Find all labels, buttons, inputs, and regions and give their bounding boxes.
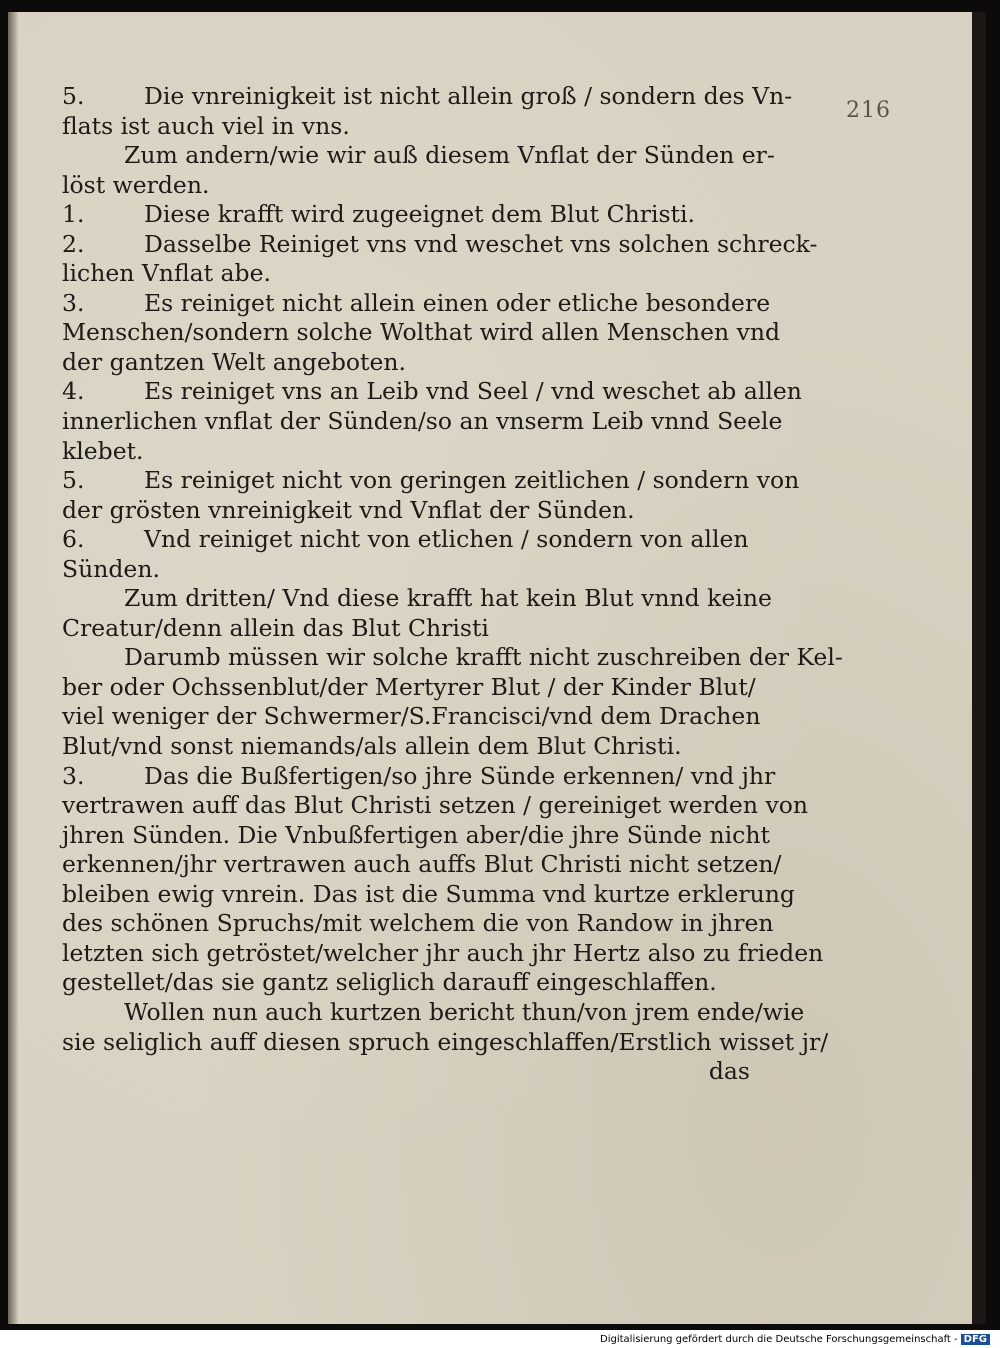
text-line bbox=[62, 584, 772, 614]
line-text: letzten sich getröstet/welcher jhr auch jhr Hertz also zu frieden bbox=[62, 938, 824, 967]
line-text: Wollen nun auch kurtzen bericht thun/von jrem ende/wie bbox=[124, 997, 805, 1026]
line-text: löst werden. bbox=[62, 170, 210, 199]
line-text: Zum dritten/ Vnd diese krafft hat kein Blut vnnd keine bbox=[124, 584, 772, 613]
line-text: gestellet/das sie gantz seliglich darauff eingeschlaffen. bbox=[62, 968, 717, 997]
catchword: das bbox=[708, 1057, 750, 1086]
item-number: 5. bbox=[62, 82, 85, 110]
line-text: Vnd reiniget nicht von etlichen / sondern von allen bbox=[144, 525, 749, 554]
text-line bbox=[62, 466, 800, 496]
line-text: klebet. bbox=[62, 436, 144, 465]
line-text: Darumb müssen wir solche krafft nicht zuschreiben der Kel- bbox=[124, 643, 843, 672]
text-line bbox=[62, 437, 752, 467]
item-number: 3. bbox=[62, 761, 85, 790]
text-line bbox=[62, 614, 752, 644]
text-line bbox=[62, 850, 782, 880]
text-line bbox=[62, 377, 802, 407]
text-line bbox=[62, 348, 752, 378]
text-line bbox=[62, 702, 761, 732]
text-line bbox=[62, 318, 781, 348]
line-text: des schönen Spruchs/mit welchem die von Randow in jhren bbox=[62, 909, 774, 938]
text-line bbox=[62, 732, 752, 762]
line-text: innerlichen vnflat der Sünden/so an vnserm Leib vnnd Seele bbox=[62, 407, 783, 436]
text-line bbox=[62, 1027, 829, 1058]
text-line bbox=[62, 82, 793, 112]
line-text: Sünden. bbox=[62, 554, 160, 583]
line-text: jhren Sünden. Die Vnbußfertigen aber/die jhre Sünde nicht bbox=[62, 820, 770, 849]
text-line bbox=[62, 496, 752, 526]
item-number: 6. bbox=[62, 525, 85, 554]
line-text: erkennen/jhr vertrawen auch auffs Blut Christi nicht setzen/ bbox=[62, 850, 782, 879]
text-line bbox=[62, 229, 818, 260]
line-text: Menschen/sondern solche Wolthat wird allen Menschen vnd bbox=[62, 318, 781, 347]
text-line bbox=[62, 288, 771, 319]
text-line bbox=[62, 879, 795, 910]
text-line bbox=[62, 141, 775, 171]
text-line bbox=[62, 938, 824, 969]
line-text: bleiben ewig vnrein. Das ist die Summa vnd kurtze erklerung bbox=[62, 879, 795, 908]
body-text bbox=[62, 82, 843, 1087]
line-text: Zum andern/wie wir auß diesem Vnflat der Sünden er- bbox=[124, 141, 775, 170]
text-line bbox=[62, 171, 752, 201]
line-text: ber oder Ochssenblut/der Mertyrer Blut / der Kinder Blut/ bbox=[62, 672, 756, 701]
text-line bbox=[62, 407, 783, 437]
footer-credit bbox=[600, 1334, 990, 1345]
text-line bbox=[62, 259, 752, 289]
item-number: 2. bbox=[62, 229, 85, 258]
text-line bbox=[62, 909, 774, 939]
footer-text: Digitalisierung gefördert durch die Deutsche Forschungsgemeinschaft - bbox=[600, 1334, 958, 1345]
dfg-logo: DFG bbox=[961, 1334, 990, 1345]
line-text: Das die Bußfertigen/so jhre Sünde erkennen/ vnd jhr bbox=[144, 761, 776, 790]
text-line bbox=[62, 525, 752, 555]
text-line bbox=[62, 672, 756, 703]
item-number: 4. bbox=[62, 377, 85, 406]
line-text: Dasselbe Reiniget vns vnd weschet vns solchen schreck- bbox=[144, 229, 818, 258]
text-line bbox=[62, 820, 770, 851]
line-text: Creatur/denn allein das Blut Christi bbox=[62, 613, 489, 642]
text-line bbox=[62, 643, 843, 673]
line-text: vertrawen auff das Blut Christi setzen / gereiniget werden von bbox=[62, 791, 808, 820]
line-text: Es reiniget nicht allein einen oder etliche besondere bbox=[144, 288, 771, 317]
item-number: 3. bbox=[62, 288, 85, 317]
line-text: viel weniger der Schwermer/S.Francisci/vnd dem Drachen bbox=[62, 702, 761, 731]
line-text: flats ist auch viel in vns. bbox=[62, 111, 350, 140]
page-gutter bbox=[8, 12, 18, 1324]
line-text: Diese krafft wird zugeeignet dem Blut Christi. bbox=[144, 200, 695, 229]
line-text: sie seliglich auff diesen spruch eingeschlaffen/Erstlich wisset jr/ bbox=[62, 1027, 829, 1056]
text-line bbox=[62, 555, 752, 585]
line-text: der gantzen Welt angeboten. bbox=[62, 347, 406, 376]
line-text: lichen Vnflat abe. bbox=[62, 259, 271, 288]
text-line bbox=[62, 791, 808, 821]
line-text: Es reiniget nicht von geringen zeitlichen / sondern von bbox=[144, 466, 800, 495]
item-number: 1. bbox=[62, 200, 85, 229]
text-line bbox=[62, 968, 752, 998]
text-line bbox=[62, 997, 805, 1028]
text-line bbox=[62, 761, 776, 792]
text-line bbox=[62, 200, 752, 230]
line-text: Die vnreinigkeit ist nicht allein groß / sondern des Vn- bbox=[144, 82, 793, 110]
item-number: 5. bbox=[62, 466, 85, 495]
page-number: 216 bbox=[846, 98, 891, 123]
line-text: Blut/vnd sonst niemands/als allein dem Blut Christi. bbox=[62, 732, 682, 761]
line-text: Es reiniget vns an Leib vnd Seel / vnd weschet ab allen bbox=[144, 377, 802, 406]
line-text: der grösten vnreinigkeit vnd Vnflat der Sünden. bbox=[62, 495, 635, 524]
text-line bbox=[62, 112, 752, 142]
